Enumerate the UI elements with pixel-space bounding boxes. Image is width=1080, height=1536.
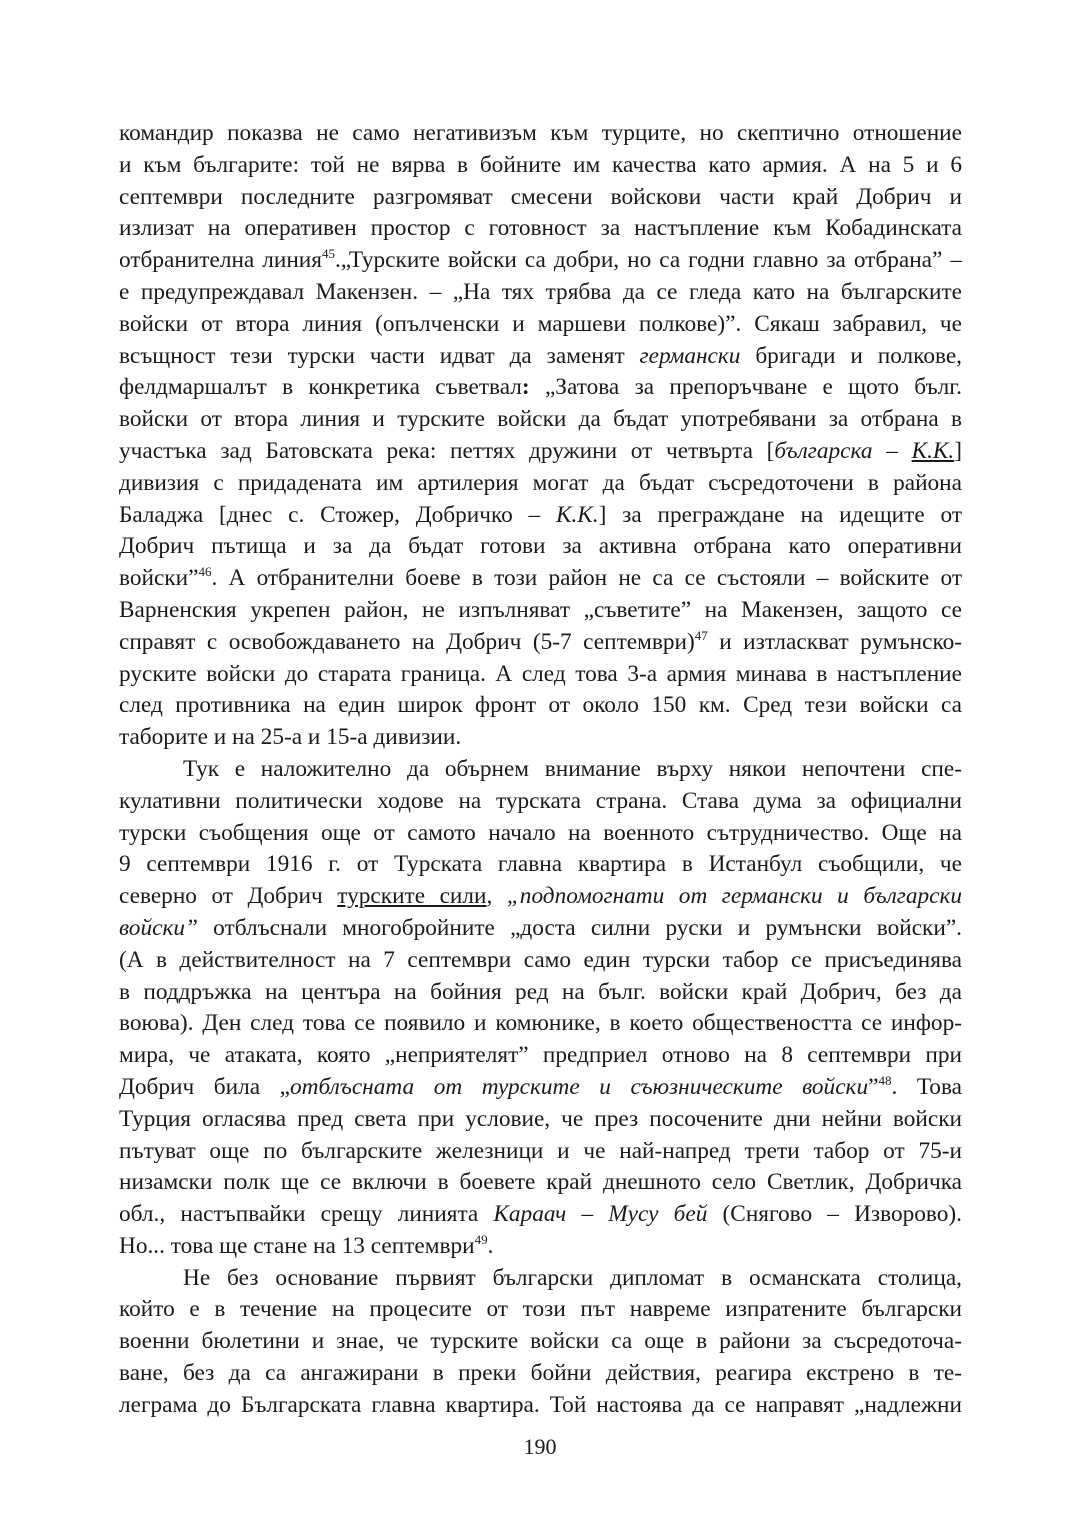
text-line: руските войски до старата граница. А след това 3-а армия минава в настъпление <box>119 660 962 687</box>
text-line: участъка зад Батовската река: петтях дружини от четвърта [българска – К.К.] <box>119 437 962 464</box>
text-line: след противника на един широк фронт от около 150 км. Сред тези войски са <box>119 692 962 719</box>
text-line: низамски полк ще се включи в боевете край днешното село Светлик, Добричка <box>119 1169 962 1196</box>
text-line: войски”$^{46}$. А отбранителни боеве в този район не са се състояли – войските от <box>119 564 962 592</box>
text-line: Добрич пътища и за да бъдат готови за активна отбрана като оперативни <box>119 533 962 560</box>
footnote-ref: 46 <box>198 564 212 580</box>
footnote-ref: 45 <box>321 246 335 262</box>
text-line: Но... това ще стане на 13 септември$^{49}$. <box>119 1232 494 1259</box>
text-line: Не без основание първият български дипломат в османската столица, <box>183 1264 962 1291</box>
text-line: дивизия с придадената им артилерия могат да бъдат съсредоточени в района <box>119 469 962 496</box>
text-line: Добрич била „отблъсната от турските и съюзническите войски”$^{48}$. Това <box>119 1073 962 1100</box>
text-line: справят с освобождаването на Добрич (5-7 септември)$^{47}$ и изтласкват румънско- <box>119 627 962 655</box>
text-line: Турция огласява пред света при условие, че през посочените дни нейни войски <box>119 1105 962 1132</box>
text-line: кулативни политически ходове на турската страна. Става дума за официални <box>119 787 962 814</box>
text-line: Варненския укрепен район, не изпълняват „съветите” на Макензен, защото се <box>119 596 962 623</box>
text-line: отбранителна линия$^{45}$.„Турските войски са добри, но са годни главно за отбрана” – <box>119 246 962 274</box>
text-line: войски” отблъснали многобройните „доста силни руски и румънски войски”. <box>119 914 962 941</box>
body-text <box>119 118 962 1422</box>
text-line: турски съобщения още от самото начало на военното сътрудничество. Още на <box>119 819 962 846</box>
text-line: военни бюлетини и знае, че турските войски са още в райони за съсредоточа- <box>119 1328 962 1355</box>
footnote-ref: 48 <box>878 1073 892 1089</box>
text-line: септември последните разгромяват смесени войскови части край Добрич и <box>119 183 962 210</box>
text-line: (А в действителност на 7 септември само един турски табор се присъединява <box>119 946 962 973</box>
text-line: воюва). Ден след това се появило и комюнике, в което обществеността се инфор- <box>119 1010 962 1037</box>
text-line: пътуват още по българските железници и че най-напред трети табор от 75-и <box>119 1137 962 1164</box>
text-line: таборите и на 25-а и 15-а дивизии. <box>119 724 462 751</box>
page-number: 190 <box>523 1434 557 1459</box>
text-line: командир показва не само негативизъм към турците, но скептично отношение <box>119 120 962 146</box>
text-line: и към българите: той не вярва в бойните им качества като армия. А на 5 и 6 <box>119 151 962 178</box>
text-line: в поддръжка на центъра на бойния ред на бълг. войски край Добрич, без да <box>119 978 962 1005</box>
text-line: мира, че атаката, която „неприятелят” предприел отново на 8 септември при <box>119 1042 962 1069</box>
text-line: Тук е наложително да обърнем внимание върху някои непочтени спе- <box>183 755 962 782</box>
text-line: който е в течение на процесите от този път навреме изпратените български <box>119 1296 962 1323</box>
text-line: Баладжа [днес с. Стожер, Добричко – К.К.] за преграждане на идещите от <box>119 501 962 528</box>
text-line: фелдмаршалът в конкретика съветвал: „Затова за препоръчване е щото бълг. <box>119 374 962 401</box>
text-line: обл., настъпвайки срещу линията Караач – Мусу бей (Снягово – Изворово). <box>119 1201 962 1228</box>
text-line: северно от Добрич турските сили, „подпомогнати от германски и български <box>119 883 963 910</box>
footnote-ref: 47 <box>694 627 708 643</box>
text-line: всъщност тези турски части идват да заменят германски бригади и полкове, <box>119 342 962 369</box>
text-line: войски от втора линия (опълченски и маршеви полкове)”. Сякаш забравил, че <box>119 310 962 337</box>
text-line: е предупреждавал Макензен. – „На тях трябва да се гледа като на българските <box>119 278 962 305</box>
text-line: ване, без да са ангажирани в преки бойни действия, реагира екстрено в те- <box>119 1360 962 1387</box>
footnote-ref: 49 <box>474 1232 488 1248</box>
text-line: излизат на оперативен простор с готовност за настъпление към Кобадинската <box>119 215 962 242</box>
text-line: леграма до Българската главна квартира. Той настоява да се направят „надлежни <box>119 1391 962 1418</box>
text-line: 9 септември 1916 г. от Турската главна квартира в Истанбул съобщили, че <box>119 851 962 878</box>
text-line: войски от втора линия и турските войски да бъдат употребявани за отбрана в <box>119 406 962 433</box>
